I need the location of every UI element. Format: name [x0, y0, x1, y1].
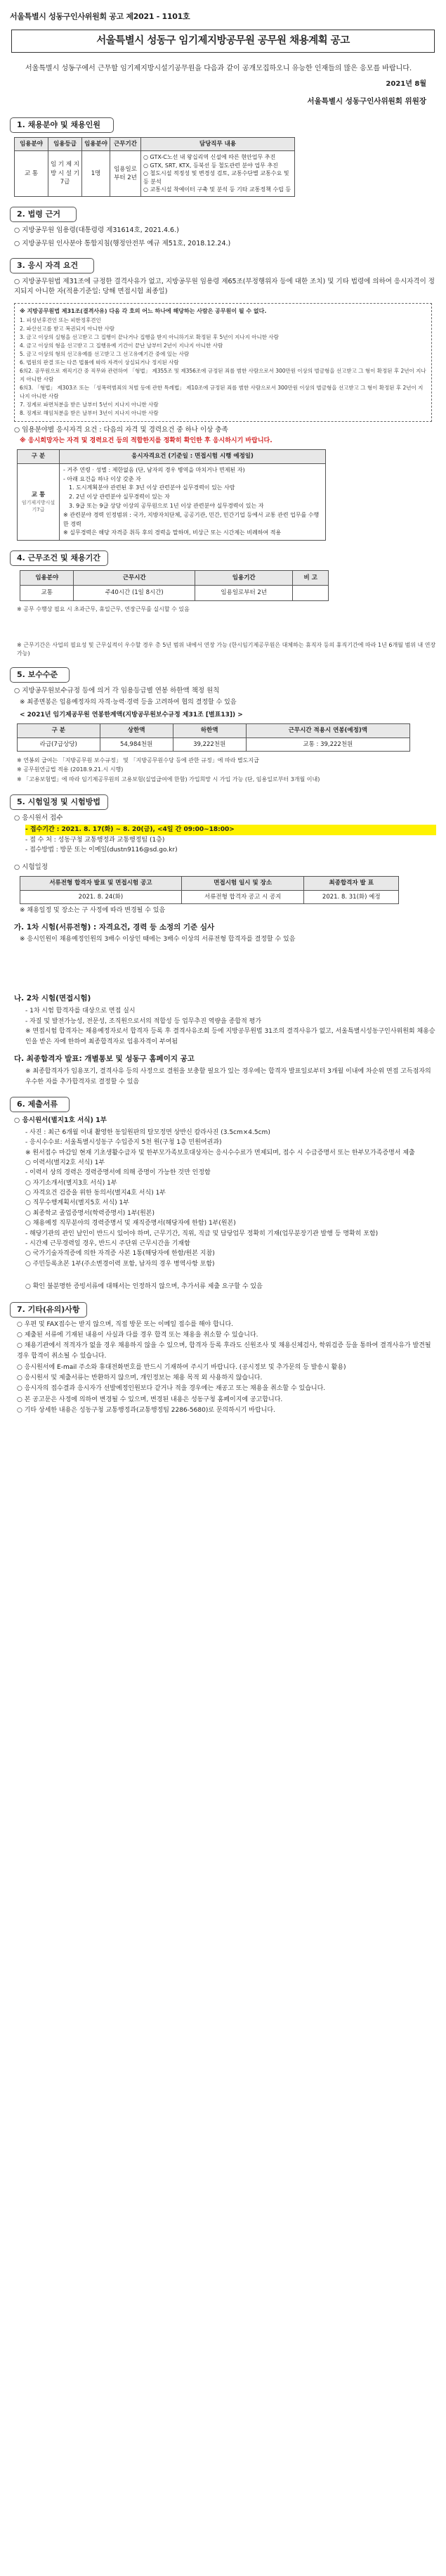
- req-item: - 거주 연령 · 성별 : 제한없음 (단, 남자의 경우 병역을 마치거나 면제된 자): [63, 466, 245, 473]
- intro-paragraph: 서울특별시 성동구에서 근무할 임기제지방시설기공무원을 다음과 같이 공개모집하오니 유능한 인재들의 많은 응모를 바랍니다.: [25, 64, 412, 72]
- recv-list: [25, 825, 436, 855]
- doc-item: ○ 자격요건 검증을 위한 동의서(별지4호 서식) 1부: [25, 1190, 166, 1197]
- recv-heading: ○ 응시원서 접수: [14, 813, 63, 822]
- cell: 서류전형 합격자 공고 시 공지: [181, 890, 304, 903]
- stage-1-body: ※ 응시인원이 채용예정인원의 3배수 이상인 때에는 3배수 이상의 서류전형 합격자를 결정할 수 있음: [20, 936, 296, 944]
- cell: 주40시간 (1일 8시간): [74, 586, 195, 600]
- law-item: ○ 지방공무원 인사분야 통합지침(행정안전부 예규 제51호, 2018.12.24.): [14, 239, 231, 247]
- docs-line: ○ 응시원서(별지1호 서식) 1부: [14, 1116, 107, 1124]
- col-header: 최종합격자 발 표: [304, 877, 399, 890]
- stage-2-item: - 자질 및 발전가능성, 전문성, 조직원으로서의 적합성 등 업무추진 역량을 종합적 평가: [25, 1017, 262, 1025]
- cell: 교통 : 39,222천원: [246, 738, 409, 751]
- field-label: 교 통: [31, 491, 46, 498]
- docs-list: [25, 1128, 436, 1292]
- req-item: ※ 관련분야 경력 인정범위 : 국가, 지방자치단체, 공공기관, 민간, 민간기업 등에서 교통 관련 업무를 수행한 경력: [63, 511, 320, 527]
- stage-3-title: 다. 최종합격자 발표: 개별통보 및 성동구 홈페이지 공고: [14, 1055, 195, 1064]
- disq-item: 8. 징계로 해임처분을 받은 날부터 3년이 지나지 아니한 사람: [20, 409, 159, 416]
- cell-period: 임용일로부터 2년: [110, 150, 141, 196]
- col-header: 임용기간: [195, 571, 293, 586]
- doc-item: ○ 직무수행계획서(별지5호 서식) 1부: [25, 1199, 129, 1207]
- col-header: 비 고: [293, 571, 329, 586]
- col-header: 하한액: [173, 724, 246, 738]
- col-header: 근무기간: [110, 137, 141, 150]
- section-6-heading: 5. 시험일정 및 시험방법: [10, 794, 108, 810]
- notes-list: [17, 1320, 436, 1417]
- disq-item: 2. 파산선고를 받고 복권되지 아니한 사람: [20, 325, 114, 332]
- doc-item: - 시간제 근무경력일 경우, 반드시 주단위 근무시간을 기재함: [25, 1240, 190, 1248]
- salary-table: [17, 723, 410, 752]
- salary-note-item: ※ 공무원연금법 적용 (2018.9.21.시 시행): [17, 766, 124, 773]
- disq-item: 3. 금고 이상의 실형을 선고받고 그 집행이 끝나거나 집행을 받지 아니하기로 확정된 후 5년이 지나지 아니한 사람: [20, 333, 279, 340]
- disq-item: 4. 금고 이상의 형을 선고받고 그 집행유예 기간이 끝난 날부터 2년이 지나지 아니한 사람: [20, 342, 223, 349]
- stage-3-list: [25, 1067, 436, 1087]
- note-item: ○ 본 공고문은 사정에 의하여 변경될 수 있으며, 변경된 내용은 성동구청 홈페이지에 공고합니다.: [17, 1396, 283, 1403]
- doc-item: ○ 이력서(별지2호 서식) 1부: [25, 1159, 105, 1166]
- duty-item: ○ 교통시설 착예이터 구축 및 분석 등 기타 교통정책 수립 등: [143, 186, 291, 193]
- schedule-note: ※ 채용일정 및 장소는 구 사정에 따라 변경될 수 있음: [20, 906, 166, 914]
- recruit-table: [14, 137, 295, 197]
- doc-item: ○ 채용예정 직무분야의 경력증명서 및 재직증명서(해당자에 한함) 1부(원본): [25, 1220, 236, 1228]
- duty-item: ○ GTX, SRT, KTX, 등북선 등 철도관련 분야 업무 추진: [143, 162, 278, 169]
- criteria-line: ○ 임용분야별 응시자격 요건 : 다음의 자격 및 경력요건 중 하나 이상 충족: [14, 425, 228, 434]
- stage-2-item: ※ 면접시험 합격자는 채용예정자로서 합격자 등록 후 결격사유조회 등에 지방공무원법 31조의 결격사유가 없고, 서울특별시성동구인사위원회 채용승인을 받은 자에 한하여 최종합격자로 임용자격이 부여됨: [25, 1028, 435, 1045]
- section-8-heading: 7. 기타(유의)사항: [10, 1302, 87, 1318]
- salary-note-item: ※ 「고용보험법」에 따라 임기제공무원의 고용보험(실업급여에 한함) 가입희망 시 가입 가능 (단, 임용일로부터 3개월 이내): [17, 776, 320, 783]
- cell: 임용일로부터 2년: [195, 586, 293, 600]
- criteria-warning: ※ 응시희망자는 자격 및 경력요건 등의 적합한지를 정확히 확인한 후 응시하시기 바랍니다.: [20, 437, 273, 445]
- disqualification-box: [14, 303, 432, 422]
- col-header: 임용분야: [20, 571, 74, 586]
- stage-2-title: 나. 2차 시험(면접시험): [14, 994, 91, 1003]
- doc-item: - 해당기관의 관인 날인이 반드시 있어야 하며, 근무기간, 직위, 직급 및 담당업무 정확히 기재(업무분장기관 발행 등 명확히 포함): [25, 1230, 379, 1237]
- stage-2-list: [25, 1006, 436, 1047]
- col-header: 서류전형 합격자 발표 및 면접시험 공고: [20, 877, 182, 890]
- salary-note: ※ 최종면봉은 임용예정자의 자격·능력·경력 등을 고려하여 협의 결정할 수 있음: [20, 699, 237, 707]
- disq-item: 7. 징계로 파면처분을 받은 날부터 5년이 지나지 아니한 사람: [20, 401, 159, 408]
- cell: 2021. 8. 24(화): [20, 890, 182, 903]
- note-item: ○ 응시자의 접수결과 응시자가 선발예정인원보다 같거나 적을 경우에는 재공고 또는 채용을 취소할 수 있습니다.: [17, 1385, 326, 1393]
- recv-method: - 접수방법 : 방문 또는 이메일(dustn9116@sd.go.kr): [25, 846, 178, 854]
- extension-note: ※ 근무기간은 사업의 필요성 및 근무실적이 우수할 경우 총 5년 범위 내에서 연장 가능 (한시임기제공무원은 대체하는 휴직자 등의 휴직기간에 따라 1년 6개월 범위 내 연장 가능): [17, 642, 436, 657]
- note-item: ○ 기타 상세한 내용은 성동구청 교통행정과(교통행정팀 2286-5680)로 문의하시기 바랍니다.: [17, 1406, 275, 1414]
- doc-item: - 사진 : 최근 6개월 이내 촬영한 동일원판의 탈모정면 상반신 칼라사진 (3.5cm×4.5cm): [25, 1128, 270, 1136]
- cell: 39,222천원: [173, 738, 246, 751]
- salary-line: ○ 지방공무원보수규정 등에 의거 각 임용등급별 연봉 하한액 책정 원칙: [14, 687, 220, 695]
- recv-period: - 접수기간 : 2021. 8. 17(화) ~ 8. 20(금), <4일 간 09:00~18:00>: [25, 825, 436, 835]
- schedule-heading: ○ 시험일정: [14, 863, 48, 871]
- stage-2-item: - 1차 시험 합격자를 대상으로 면접 실시: [25, 1007, 136, 1015]
- note-item: ○ 제출된 서류에 기재된 내용이 사실과 다를 경우 합격 또는 채용을 취소할 수 있습니다.: [17, 1331, 258, 1339]
- req-item: - 아래 요건을 하나 이상 갖춘 자: [63, 475, 141, 482]
- recv-place: - 접 수 처 : 성동구청 교통행정과 교통행정팀 (1층): [25, 836, 165, 844]
- signature: 서울특별시 성동구인사위원회 위원장: [307, 97, 426, 106]
- col-header: 상한액: [100, 724, 173, 738]
- doc-item: ○ 자기소개서(별지3호 서식) 1부: [25, 1179, 117, 1187]
- doc-item: ○ 주민등록초본 1부(주소변경이력 포함, 남자의 경우 병역사항 포함): [25, 1260, 215, 1268]
- salary-table-title: < 2021년 임기제공무원 연봉한계액(지방공무원보수규정 제31조 [별표13]) >: [20, 711, 243, 719]
- col-header: 구 분: [18, 724, 100, 738]
- cell: 54,984천원: [100, 738, 173, 751]
- duty-item: ○ GTX-C노선 내 왕십리역 신설에 따른 현안업무 추진: [143, 153, 276, 160]
- section-2-heading: 2. 법령 근거: [10, 207, 77, 222]
- cell-duties: [141, 150, 295, 196]
- qualification-intro: ○ 지방공무원법 제31조에 규정한 결격사유가 없고, 지방공무원 임용령 제65조(부정행위자 등에 대한 조치) 및 기타 법령에 의하여 응시자격이 정지되지 아니한 자(적용기준일: 당해 면접시험 최종일): [14, 278, 435, 296]
- col-header: 응시자격요건 (기준일 : 면접시험 시행 예정일): [60, 450, 326, 463]
- doc-item: ○ 최종학교 졸업증명서(학력증명서) 1부(원본): [25, 1209, 155, 1217]
- col-header: 구 분: [18, 450, 60, 463]
- cell: 교통: [20, 586, 74, 600]
- disq-item: 6의2. 공무원으로 재직기간 중 직무와 관련하여 「형법」 제355조 및 제356조에 규정된 죄를 범한 사람으로서 300만원 이상의 벌금형을 선고받고 그 형이 확정된 후 2년이 지나지 아니한 사람: [20, 367, 426, 382]
- section-1-heading: 1. 채용분야 및 채용인원: [10, 117, 114, 133]
- col-header: 임용분야: [15, 137, 48, 150]
- col-header: 임용분야: [82, 137, 110, 150]
- req-item: 2. 2년 이상 관련분야 실무경력이 있는 자: [69, 494, 170, 501]
- cell-field: 교 통: [15, 150, 48, 196]
- note-item: ○ 응시원서에 E-mail 주소와 휴대전화번호를 반드시 기재하여 주시기 바랍니다. (공시정보 및 추가문의 등 발송시 활용): [17, 1363, 346, 1371]
- col-header: 임용등급: [48, 137, 82, 150]
- disq-item: 6. 법원의 판결 또는 다른 법률에 따라 자격이 상실되거나 정지된 사람: [20, 359, 179, 366]
- page-title: 서울특별시 성동구 임기제지방공무원 공무원 채용계획 공고: [11, 30, 435, 53]
- section-3-heading: 3. 응시 자격 요건: [10, 258, 94, 273]
- req-item: 3. 9급 또는 9급 상당 이상의 공무원으로 1년 이상 관련분야 실무경력이 있는 자: [69, 502, 264, 509]
- cell: 라급(7급상당): [18, 738, 100, 751]
- doc-item: ○ 확인 불분명한 증빙서류에 대해서는 인정하지 않으며, 추가서류 제출 요구할 수 있음: [25, 1283, 263, 1291]
- law-item: ○ 지방공무원 임용령(대통령령 제31614호, 2021.4.6.): [14, 226, 179, 234]
- cell-requirements: [60, 463, 326, 540]
- note-item: ○ 채용기관에서 적격자가 없을 경우 채용하지 않을 수 있으며, 합격자 등록 후라도 신원조사 및 채용신체검사, 학위검증 등을 통하여 결격사유가 발견될 경우 합격이 취소될 수 있습니다.: [17, 1342, 431, 1360]
- salary-notes: [17, 756, 436, 785]
- cell: [293, 586, 329, 600]
- note-item: ○ 응시원서 및 제출서류는 반환하지 않으며, 개인정보는 채용 목적 외 사용하지 않습니다.: [17, 1374, 263, 1382]
- cell-grade: 임 기 제 지 방 시 설 기 7급: [48, 150, 82, 196]
- section-5-heading: 5. 보수수준: [10, 667, 70, 683]
- work-note: ※ 공무 수행상 필요 시 초과근무, 휴일근무, 연장근무를 실시할 수 있음: [17, 605, 190, 612]
- col-header: 근무시간: [74, 571, 195, 586]
- doc-item: - 응시수수료: 서울특별시성동구 수입증지 5천 원(구청 1층 민원여권과): [25, 1139, 222, 1147]
- disq-item: 1. 피성년후견인 또는 피한정후견인: [20, 316, 101, 323]
- disq-item: 6의3. 「형법」 제303조 또는 「성폭력범죄의 처벌 등에 관한 특례법」 제10조에 규정된 죄를 범한 사람으로서 300만원 이상의 벌금형을 선고받고 그 형이 확정된 후 2년이 지나지 아니한 사람: [20, 384, 424, 399]
- doc-item: - 이력서 상의 경력은 경력증명서에 의해 증명이 가능한 것만 인정함: [25, 1169, 211, 1177]
- doc-item: ○ 국가기술자격증에 의한 자격증 사본 1통(해당자에 한함/원본 지참): [25, 1250, 215, 1258]
- cell-count: 1명: [82, 150, 110, 196]
- cell: 2021. 8. 31(화) 예정: [304, 890, 399, 903]
- section-7-heading: 6. 제출서류: [10, 1097, 70, 1112]
- disq-item: 5. 금고 이상의 형의 선고유예를 선고받고 그 선고유예기간 중에 있는 사람: [20, 350, 190, 357]
- stage-3-item: ※ 최종합격자가 임용포기, 결격사유 등의 사정으로 결원을 보충할 필요가 있는 경우에는 합격자 발표일로부터 3개월 이내에 차순위 면접 고득점자의 우수한 자를 추가합격자로 결정할 수 있음: [25, 1068, 431, 1086]
- section-4-heading: 4. 근무조건 및 채용기간: [10, 550, 108, 566]
- req-item: ※ 실무경력은 해당 자격증 취득 후의 경력을 말하며, 비상근 또는 시간제는 비례하여 적용: [63, 529, 282, 536]
- doc-item: ※ 원서접수 마감일 현재 기초생활수급자 및 한부모가족보호대상자는 응시수수료가 면제되며, 접수 시 수급증명서 또는 한부모가족증명서 제출: [25, 1149, 415, 1157]
- disq-title: ※ 지방공무원법 제31조(결격사유) 다음 각 호의 어느 하나에 해당하는 사람은 공무원이 될 수 없다.: [20, 307, 267, 314]
- col-header: 면접시험 일시 및 장소: [181, 877, 304, 890]
- qualification-table: [17, 449, 326, 541]
- work-condition-table: [20, 570, 329, 601]
- req-item: 1. 도시계획분야 관련된 후 3년 이상 관련분야 실무경력이 있는 사람: [69, 484, 235, 491]
- notice-number: 서울특별시 성동구인사위원회 공고 제2021 - 1101호: [10, 12, 190, 21]
- notice-date: 2021년 8월: [386, 79, 426, 88]
- salary-note-item: ※ 연봉외 급여는 「지방공무원 보수규정」 및 「지방공무원수당 등에 관한 규정」에 따라 별도지급: [17, 756, 259, 764]
- schedule-table: [20, 876, 399, 904]
- col-header: 담당직무 내용: [141, 137, 295, 150]
- field-sublabel: 임기제지방시설기7급: [21, 499, 55, 513]
- cell-field: [18, 463, 60, 540]
- col-header: 근무시간 적용시 연봉(예정)액: [246, 724, 409, 738]
- stage-1-title: 가. 1차 시험(서류전형) : 자격요건, 경력 등 소정의 기준 심사: [14, 922, 215, 932]
- duty-item: ○ 철도시설 적정성 및 변경성 검토, 교통수단별 교통수요 및 등 분석: [143, 170, 289, 185]
- note-item: ○ 우편 및 FAX접수는 받지 않으며, 직접 방문 또는 이메일 접수를 해야 합니다.: [17, 1320, 234, 1328]
